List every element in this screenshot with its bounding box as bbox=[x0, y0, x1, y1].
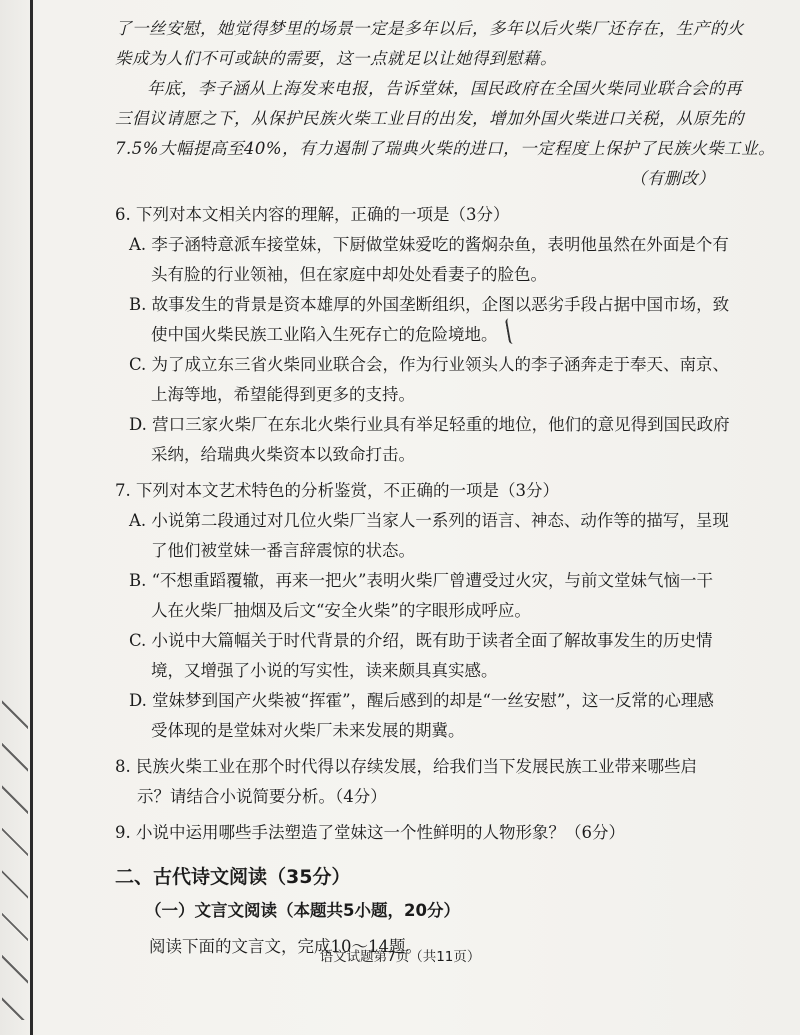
section-title: 二、古代诗文阅读（35分） bbox=[115, 866, 351, 888]
option-c-cont: 境，又增强了小说的写实性，读来颇具真实感。 bbox=[151, 661, 498, 680]
question-title-cont: 示？请结合小说简要分析。（4分） bbox=[137, 787, 387, 806]
question-6 bbox=[115, 200, 735, 470]
passage-line: 三倡议请愿之下，从保护民族火柴工业目的出发，增加外国火柴进口关税，从原先的 bbox=[115, 109, 744, 128]
option-b: B. 故事发生的背景是资本雄厚的外国垄断组织，企图以恶劣手段占据中国市场，致 bbox=[129, 295, 730, 314]
question-9 bbox=[115, 818, 735, 848]
binding-line bbox=[30, 0, 33, 1035]
option-a: A. 小说第二段通过对几位火柴厂当家人一系列的语言、神态、动作等的描写，呈现 bbox=[129, 511, 729, 530]
question-title: 6. 下列对本文相关内容的理解，正确的一项是（3分） bbox=[115, 205, 510, 224]
page-content bbox=[115, 14, 776, 962]
option-d: D. 营口三家火柴厂在东北火柴行业具有举足轻重的地位，他们的意见得到国民政府 bbox=[129, 415, 730, 434]
question-7 bbox=[115, 476, 735, 746]
passage-line: 了一丝安慰，她觉得梦里的场景一定是多年以后，多年以后火柴厂还存在，生产的火 bbox=[115, 19, 744, 38]
page-footer: 语文试题第7页（共11页） bbox=[319, 949, 481, 965]
passage-line: 年底，李子涵从上海发来电报，告诉堂妹，国民政府在全国火柴同业联合会的再 bbox=[147, 79, 742, 98]
option-b: B. “不想重蹈覆辙，再来一把火”表明火柴厂曾遭受过火灾，与前文堂妹气恼一干 bbox=[129, 571, 713, 590]
option-d: D. 堂妹梦到国产火柴被“挥霍”，醒后感到的却是“一丝安慰”，这一反常的心理感 bbox=[129, 691, 714, 710]
question-title: 8. 民族火柴工业在那个时代得以存续发展，给我们当下发展民族工业带来哪些启 bbox=[115, 757, 697, 776]
question-8 bbox=[115, 752, 735, 812]
option-d-cont: 受体现的是堂妹对火柴厂未来发展的期冀。 bbox=[151, 721, 465, 740]
passage-line: 柴成为人们不可或缺的需要，这一点就足以让她得到慰藉。 bbox=[115, 49, 557, 68]
subsection-title: （一）文言文阅读（本题共5小题，20分） bbox=[145, 901, 460, 920]
question-title: 9. 小说中运用哪些手法塑造了堂妹这一个性鲜明的人物形象？（6分） bbox=[115, 823, 625, 842]
passage-line: 7.5%大幅提高至40%，有力遏制了瑞典火柴的进口，一定程度上保护了民族火柴工业。 bbox=[115, 139, 776, 158]
source-note: （有删改） bbox=[630, 169, 715, 188]
option-c: C. 小说中大篇幅关于时代背景的介绍，既有助于读者全面了解故事发生的历史情 bbox=[129, 631, 713, 650]
option-b-cont: 人在火柴厂抽烟及后文“安全火柴”的字眼形成呼应。 bbox=[151, 601, 531, 620]
option-c: C. 为了成立东三省火柴同业联合会，作为行业领头人的李子涵奔走于奉天、南京、 bbox=[129, 355, 730, 374]
question-title: 7. 下列对本文艺术特色的分析鉴赏，不正确的一项是（3分） bbox=[115, 481, 559, 500]
instruction-text: 阅读下面的文言文，完成10～14题。 bbox=[149, 937, 422, 956]
passage-ending bbox=[115, 14, 776, 194]
margin-binding-pattern bbox=[2, 700, 28, 1020]
option-a: A. 李子涵特意派车接堂妹，下厨做堂妹爱吃的酱焖杂鱼，表明他虽然在外面是个有 bbox=[129, 235, 729, 254]
option-a-cont: 头有脸的行业领袖，但在家庭中却处处看妻子的脸色。 bbox=[151, 265, 547, 284]
option-a-cont: 了他们被堂妹一番言辞震惊的状态。 bbox=[151, 541, 415, 560]
option-d-cont: 采纳，给瑞典火柴资本以致命打击。 bbox=[151, 445, 415, 464]
option-c-cont: 上海等地，希望能得到更多的支持。 bbox=[151, 385, 415, 404]
option-b-cont: 使中国火柴民族工业陷入生死存亡的危险境地。 bbox=[151, 325, 498, 344]
